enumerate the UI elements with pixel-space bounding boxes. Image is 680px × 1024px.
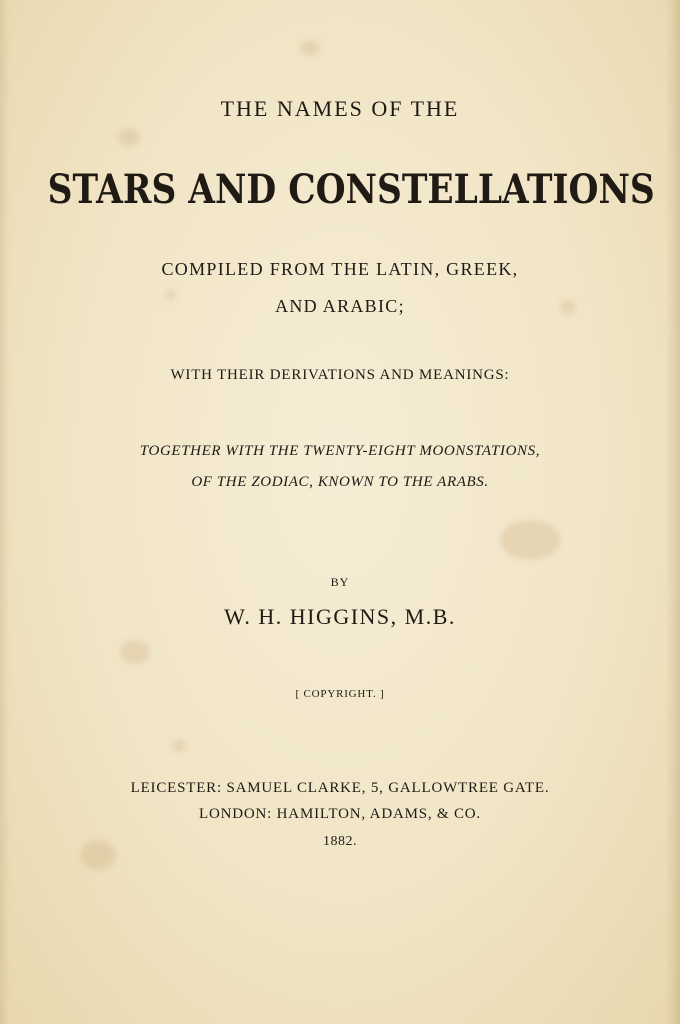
derivations-line: WITH THEIR DERIVATIONS AND MEANINGS: [170, 367, 510, 383]
copyright-notice: [ COPYRIGHT. ] [295, 688, 385, 700]
main-title: STARS AND CONSTELLATIONS [47, 166, 655, 213]
moonstations-line-2: OF THE ZODIAC, KNOWN TO THE ARABS. [191, 474, 489, 490]
foxing-spot [118, 128, 140, 146]
author-name: W. H. HIGGINS, M.B. [224, 604, 456, 629]
subtitle-line-2: AND ARABIC; [275, 296, 405, 316]
foxing-spot [120, 640, 150, 664]
foxing-spot [172, 740, 186, 752]
subtitle-line-1: COMPILED FROM THE LATIN, GREEK, [161, 259, 519, 279]
moonstations-line-1: TOGETHER WITH THE TWENTY-EIGHT MOONSTATIONS, [139, 443, 541, 459]
foxing-spot [300, 40, 320, 56]
title-prefix: THE NAMES OF THE [220, 96, 460, 121]
by-label: BY [330, 575, 350, 589]
publisher-london: LONDON: HAMILTON, ADAMS, & CO. [199, 806, 481, 822]
page-edge-right [666, 0, 680, 1024]
publisher-leicester: LEICESTER: SAMUEL CLARKE, 5, GALLOWTREE GATE. [130, 780, 550, 796]
page-edge-left [0, 0, 10, 1024]
publication-year: 1882. [323, 834, 357, 849]
foxing-spot [500, 520, 560, 560]
